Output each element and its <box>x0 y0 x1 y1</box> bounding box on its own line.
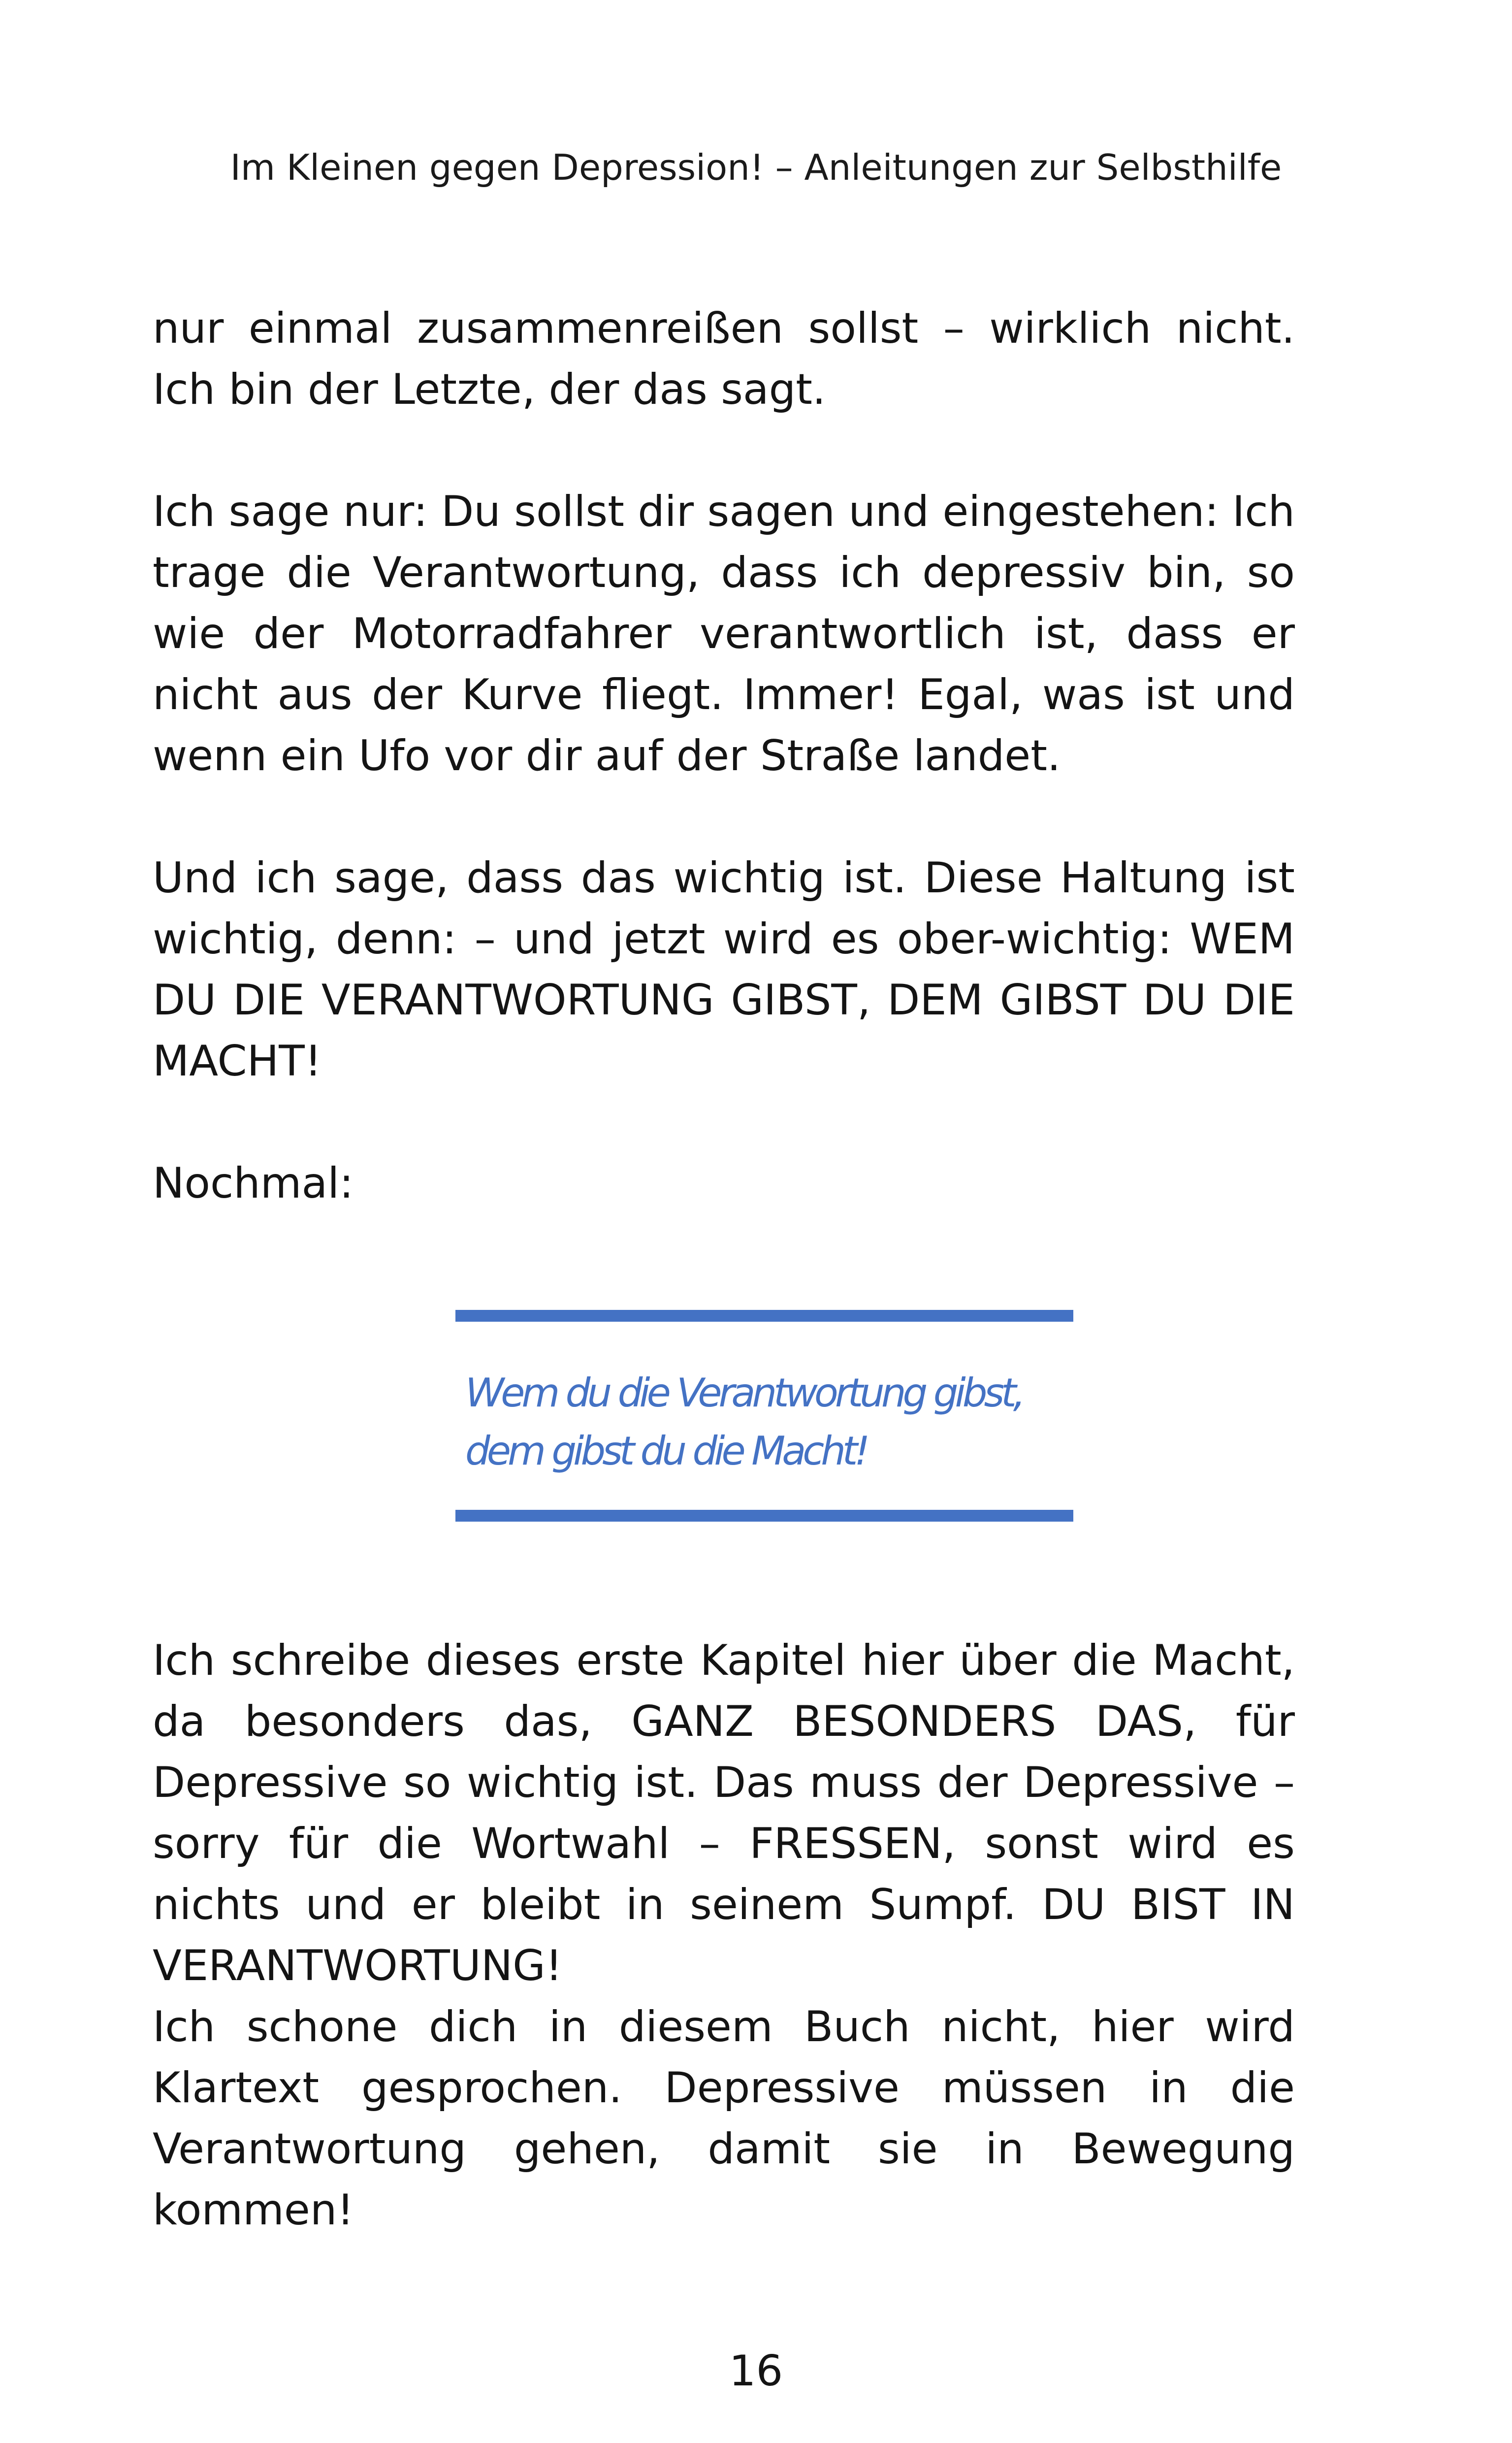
paragraph: Und ich sage, dass das wichtig ist. Diese Haltung ist wichtig, denn: – und jetzt wird es ober-wichtig: WEM DU DIE VERANTWORTUNG GIBST, DEM GIBST DU DIE MACHT! <box>153 853 1295 1086</box>
body-text-bottom <box>153 1630 1295 2241</box>
quote-top-rule <box>455 1310 1073 1322</box>
quote-bottom-rule <box>455 1510 1073 1522</box>
paragraph: Ich schreibe dieses erste Kapitel hier über die Macht, da besonders das, GANZ BESONDERS DAS, für Depressive so wichtig ist. Das muss der Depressive – sorry für die Wortwahl – FRESSEN, sonst wird es nichts und er bleibt in seinem Sumpf. DU BIST IN VERANTWORTUNG! <box>153 1636 1295 1990</box>
quote-line: dem gibst du die Macht! <box>465 1428 867 1474</box>
paragraph: Ich schone dich in diesem Buch nicht, hier wird Klartext gesprochen. Depressive müssen in die Verantwortung gehen, damit sie in Bewegung kommen! <box>153 2002 1295 2235</box>
quote-line: Wem du die Verantwortung gibst, <box>465 1370 1023 1416</box>
paragraph: Nochmal: <box>153 1159 354 1208</box>
quote-text <box>465 1364 1056 1480</box>
paragraph: nur einmal zusammenreißen sollst – wirklich nicht. Ich bin der Letzte, der das sagt. <box>153 304 1295 414</box>
paragraph: Ich sage nur: Du sollst dir sagen und eingestehen: Ich trage die Verantwortung, dass ich depressiv bin, so wie der Motorradfahrer verantwortlich ist, dass er nicht aus der Kurve fliegt. Immer! Egal, was ist und wenn ein Ufo vor dir auf der Straße landet. <box>153 487 1295 781</box>
body-text-top <box>153 298 1295 1214</box>
page-number: 16 <box>729 2346 783 2396</box>
pull-quote <box>455 1310 1073 1522</box>
running-header: Im Kleinen gegen Depression! – Anleitungen zur Selbsthilfe <box>230 147 1282 188</box>
